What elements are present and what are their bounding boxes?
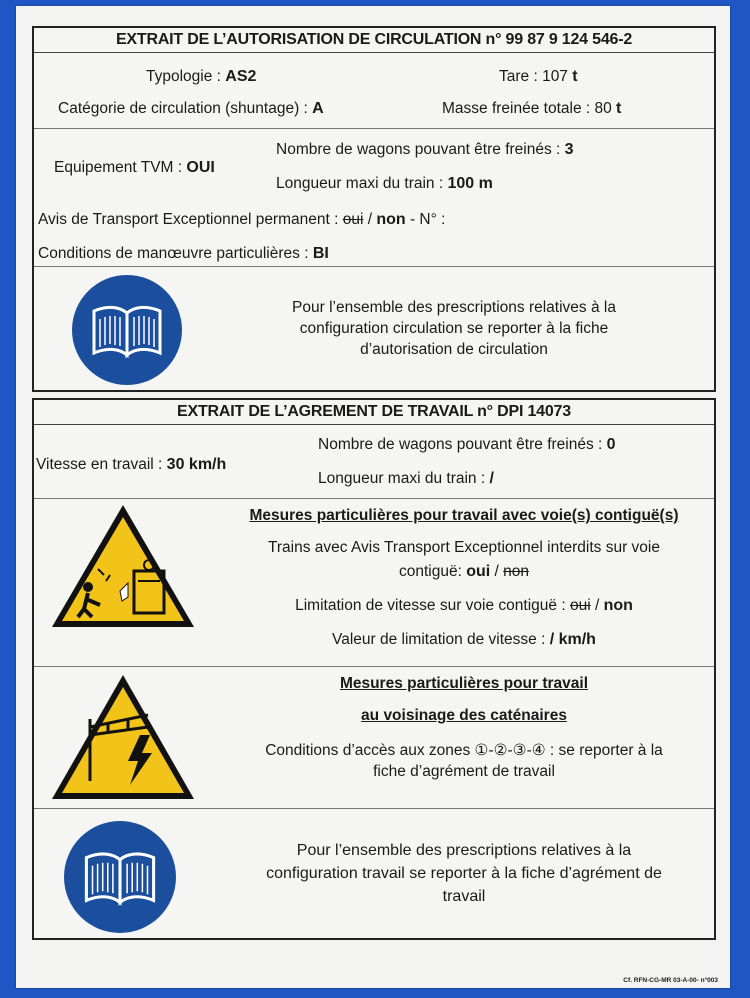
circulation-panel [32, 26, 716, 392]
vitesse-row: Vitesse en travail : 30 km/h [36, 456, 227, 473]
circulation-params-section [34, 128, 714, 269]
travail-note: Pour l’ensemble des prescriptions relatives à la configuration travail se reporter à la fiche d’agrément de travail [266, 842, 662, 905]
wagons-row: Nombre de wagons pouvant être freinés : 3 [276, 141, 574, 158]
circulation-title: EXTRAIT DE L’AUTORISATION DE CIRCULATION n° 99 87 9 124 546-2 [34, 28, 714, 53]
tvm-row: Equipement TVM : OUI [54, 159, 215, 176]
book-icon [64, 821, 176, 933]
train-proximity-warning-icon [48, 501, 198, 636]
limitation-row: Limitation de vitesse sur voie contiguë : oui / non [295, 597, 633, 614]
reference-code: Cf. RFN-CG-MR 03-A-00- n°003 [623, 977, 718, 984]
travail-wagons-row: Nombre de wagons pouvant être freinés : 0 [318, 436, 616, 453]
acces-line1: Conditions d’accès aux zones ①-②-③-④ : se reporter à la [265, 742, 663, 759]
categorie-row: Catégorie de circulation (shuntage) : A [58, 100, 324, 117]
travail-longueur-row: Longueur maxi du train : / [318, 470, 494, 487]
circulation-note-section [34, 266, 714, 389]
valeur-row: Valeur de limitation de vitesse : / km/h [332, 631, 596, 648]
circulation-note: Pour l’ensemble des prescriptions relatives à la configuration circulation se reporter à la fiche d’autorisation de circulation [292, 299, 616, 358]
typologie-row: Typologie : AS2 [146, 68, 257, 85]
longueur-row: Longueur maxi du train : 100 m [276, 175, 493, 192]
travail-title: EXTRAIT DE L’AGREMENT DE TRAVAIL n° DPI 14073 [34, 400, 714, 425]
contigue-section [34, 498, 714, 667]
catenaires-heading2: au voisinage des caténaires [361, 707, 567, 724]
masse-row: Masse freinée totale : 80 t [442, 100, 622, 117]
electric-hazard-icon [48, 671, 198, 808]
sign-sheet [16, 6, 730, 988]
avis-row: Avis de Transport Exceptionnel permanent : oui / non - N° : [38, 211, 446, 228]
tare-row: Tare : 107 t [499, 68, 578, 85]
trains-line2: contiguë: oui / non [398, 563, 529, 580]
catenaires-section [34, 666, 714, 809]
conditions-row: Conditions de manœuvre particulières : BI [38, 245, 329, 262]
book-icon [72, 275, 182, 385]
travail-panel [32, 398, 716, 940]
contigue-heading: Mesures particulières pour travail avec voie(s) contiguë(s) [249, 507, 679, 524]
catenaires-heading1: Mesures particulières pour travail [339, 675, 589, 692]
trains-line1: Trains avec Avis Transport Exceptionnel interdits sur voie [268, 539, 660, 556]
acces-line2: fiche d’agrément de travail [373, 763, 555, 780]
travail-note-section [34, 808, 714, 937]
